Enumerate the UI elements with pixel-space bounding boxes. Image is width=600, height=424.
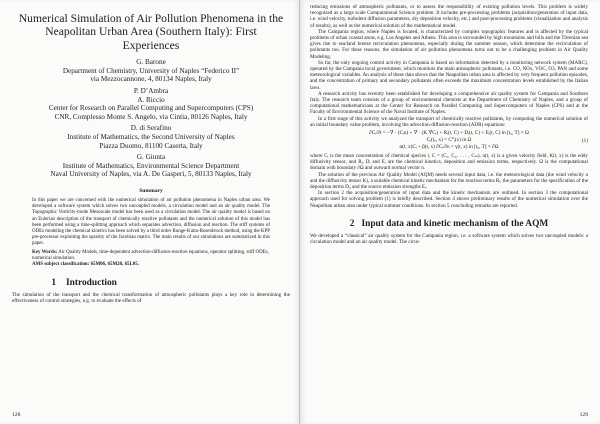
paragraph: In a first stage of this activity we analyzed the transport of chemically reactive pollutants, by computing the numerical solution of an initial boundary value problem, involving the advection-diffusion-reaction (ADR) equations: (310, 115, 588, 128)
section-number: 2 (349, 218, 355, 229)
paragraph: The Campania region, where Naples is located, is characterized by complex topographic features and is affected by the typical problems of urban coastal areas, e.g. Los Angeles and Athens. This area is surrounded by high mountains and hills and the Tirrenian sea gives rise to sea/land breeze recirculation phenomena, especially during the summer season, which determine the recirculation of pollutants too. For these reasons, the simulation of air pollution phenomena turns out to be a challenging problem in Air Quality Modeling. (310, 28, 588, 60)
paragraph: The solution of the previous Air Quality Model (AQM) needs several input data, i.e. the meteorological data (the wind velocity u and the diffusivity tensor K), a suitable chemical kinetic mechanism for the reaction terms Rᵢ, the parameters for the specification of the deposition terms Dᵢ, and the source emission strengths Eᵢ. (310, 171, 588, 191)
paragraph: So far, the only ongoing control activity in Campania is based on information detected by a monitoring network system (MARC), operated by the Campania local government, which monitors the main atmospheric pollutants, i.e. CO, NOx, VOC, O3, PAN and some meteorological variables. An analysis of these data shows that the Neapolitan urban area is affected by very frequent pollution episodes, and the concentration of primary and secondary pollutants often exceeds the maximum concentration levels established by the Italian laws. (310, 59, 588, 91)
keywords-text: Air Quality Models, time-dependent advection-diffusion-reaction equations, operator splitting, stiff ODEs, numerical simulation. (32, 249, 269, 261)
author-giunta (12, 153, 290, 179)
ams-codes: 65M06, 65M20, 65L05. (90, 261, 139, 267)
author-affiliation: Institute of Mathematics, the Second University of Naples (67, 132, 235, 141)
paper-title: Numerical Simulation of Air Pollution Phenomena in the Neapolitan Urban Area (Southern Italy): First Experiences (18, 12, 284, 52)
author-affiliation: Center for Research on Parallel Computing and Supercomputers (CPS) (48, 104, 254, 113)
author-diserafino (12, 124, 290, 150)
page-number-left: 128 (12, 412, 21, 418)
right-page (300, 0, 600, 424)
author-affiliation: Department of Chemistry, University of Naples “Federico II” (62, 66, 240, 75)
equation-line: ∂Cᵢ/∂t = −∇ · (Cᵢu) + ∇ · (K ∇Cᵢ) + Rᵢ(t, C) + Dᵢ(t, C) + Eᵢ(t, C) in [t₀, T] × Ω (369, 130, 529, 137)
page-number-right: 129 (579, 412, 588, 418)
author-name: P. D’Ambra (133, 87, 169, 95)
keywords-label: Key Words: (32, 249, 58, 255)
author-affiliation: Institute of Mathematics, Environmental Science Department (62, 161, 240, 170)
equation-line: α(t, x)Cᵢ + β(t, x) ∂Cᵢ/∂n = γ(t, x) in [t₀, T] × ∂Ω (399, 144, 499, 151)
equation-line: Cᵢ(t₀, x) = C⁰ᵢ(x) in Ω (426, 137, 472, 144)
paragraph: A research activity has recently been established for developing a comprehensive air quality system for Campania and Southern Italy. The research team consists of a group of environmental chemists at the Department of Chemistry of Naples, and a group of computational mathematicians at the Center for Research on Parallel Computing and Supercomputers of Naples (CPS) and at the Faculty of Environmental Science of the Naval Institute of Naples. (310, 90, 588, 116)
paragraph: In section 2 the acquisition/generation of input data and the kinetic mechanism are outlined. In section 3 the computational approach used for solving problem (1) is briefly described. Section 4 shows preliminary results of the numerical simulation over the Neapolitan urban area under typical summer conditions. In section 5 concluding remarks are reported. (310, 190, 588, 209)
author-address: Naval University of Naples, via A. De Gasperi, 5, 80133 Naples, Italy (50, 170, 252, 179)
equation-number: (1) (581, 138, 588, 145)
author-name: G. Giunta (136, 153, 166, 162)
author-name: A. Riccio (137, 95, 165, 104)
section-heading-input-data (310, 219, 588, 229)
author-barone (12, 58, 290, 84)
author-name: G. Barone (136, 58, 166, 67)
equation-adr (310, 130, 588, 151)
summary-text: In this paper we are concerned with the numerical simulation of air pollution phenomena in Naples urban area. We developed a software system which solves two uncoupled models, a circulation model and an air quality model. The Topographic Vorticity-mode Mesoscale model has been used as a circulation model. The air quality model is based on an Eulerian description of the transport of chemically reactive pollutants and the numerical solution of this model has been performed using a time-splitting approach which separates advection, diffusion and reaction. The stiff systems of ODEs modeling the chemical kinetics has been solved by a third order Runge-Kutta-Rosenbrock method, using the KPP pre-processor exploiting the sparsity of the Jacobian matrix. The main results of our simulations are summarized in this paper. (32, 197, 270, 247)
author-address: CNR, Complesso Monte S. Angelo, via Cintia, 80126 Naples, Italy (54, 112, 248, 121)
introduction-text: The simulation of the transport and the chemical transformation of atmospheric pollutants plays a key role in determining the effectiveness of control strategies, e.g. to evaluate the effects of (12, 292, 290, 305)
summary-heading: Summary (139, 187, 163, 194)
paragraph: reducing emissions of atmospheric pollutants, or to assess the responsibility of existing pollution levels. This problem is widely recognized as a large scale Computational Science problem. It includes pre-processing problems (acquisition/generation of input data, i.e. wind velocity, turbulent diffusion parameters, dry deposition velocity, etc.) and post-processing problems (visualization and analysis of results), as well as the numerical solution of the mathematical model. (310, 4, 588, 29)
section-title: Input data and kinetic mechanism of the AQM (361, 218, 549, 229)
author-address: Piazza Duomo, 81100 Caserta, Italy (99, 141, 203, 150)
section-title: Introduction (66, 278, 117, 289)
section2-text: We developed a “classical” air quality system for the Campania region, i.e. a software system which solves two uncoupled models: a circulation model and an air quality model. The circu- (310, 232, 588, 246)
author-dambra-riccio (12, 87, 290, 121)
author-name: D. di Serafino (130, 124, 172, 133)
section-number: 1 (51, 278, 56, 289)
author-address: via Mezzocannone, 4, 80134 Naples, Italy (90, 75, 212, 84)
ams-label: AMS subject classification: (32, 261, 90, 267)
section-heading-introduction (12, 278, 290, 288)
keywords (32, 250, 270, 269)
paragraph: where Cᵢ is the mean concentration of chemical species i, C = (C₁, C₂, . . . , Cₘ), u(t, x) is a given velocity field, K(t, x) is the eddy diffusivity tensor, and Rᵢ, Dᵢ and Eᵢ are the chemical kinetics, deposition and emission terms, respectively. Ω is the computational domain with boundary ∂Ω and outward normal vector n. (310, 153, 588, 172)
